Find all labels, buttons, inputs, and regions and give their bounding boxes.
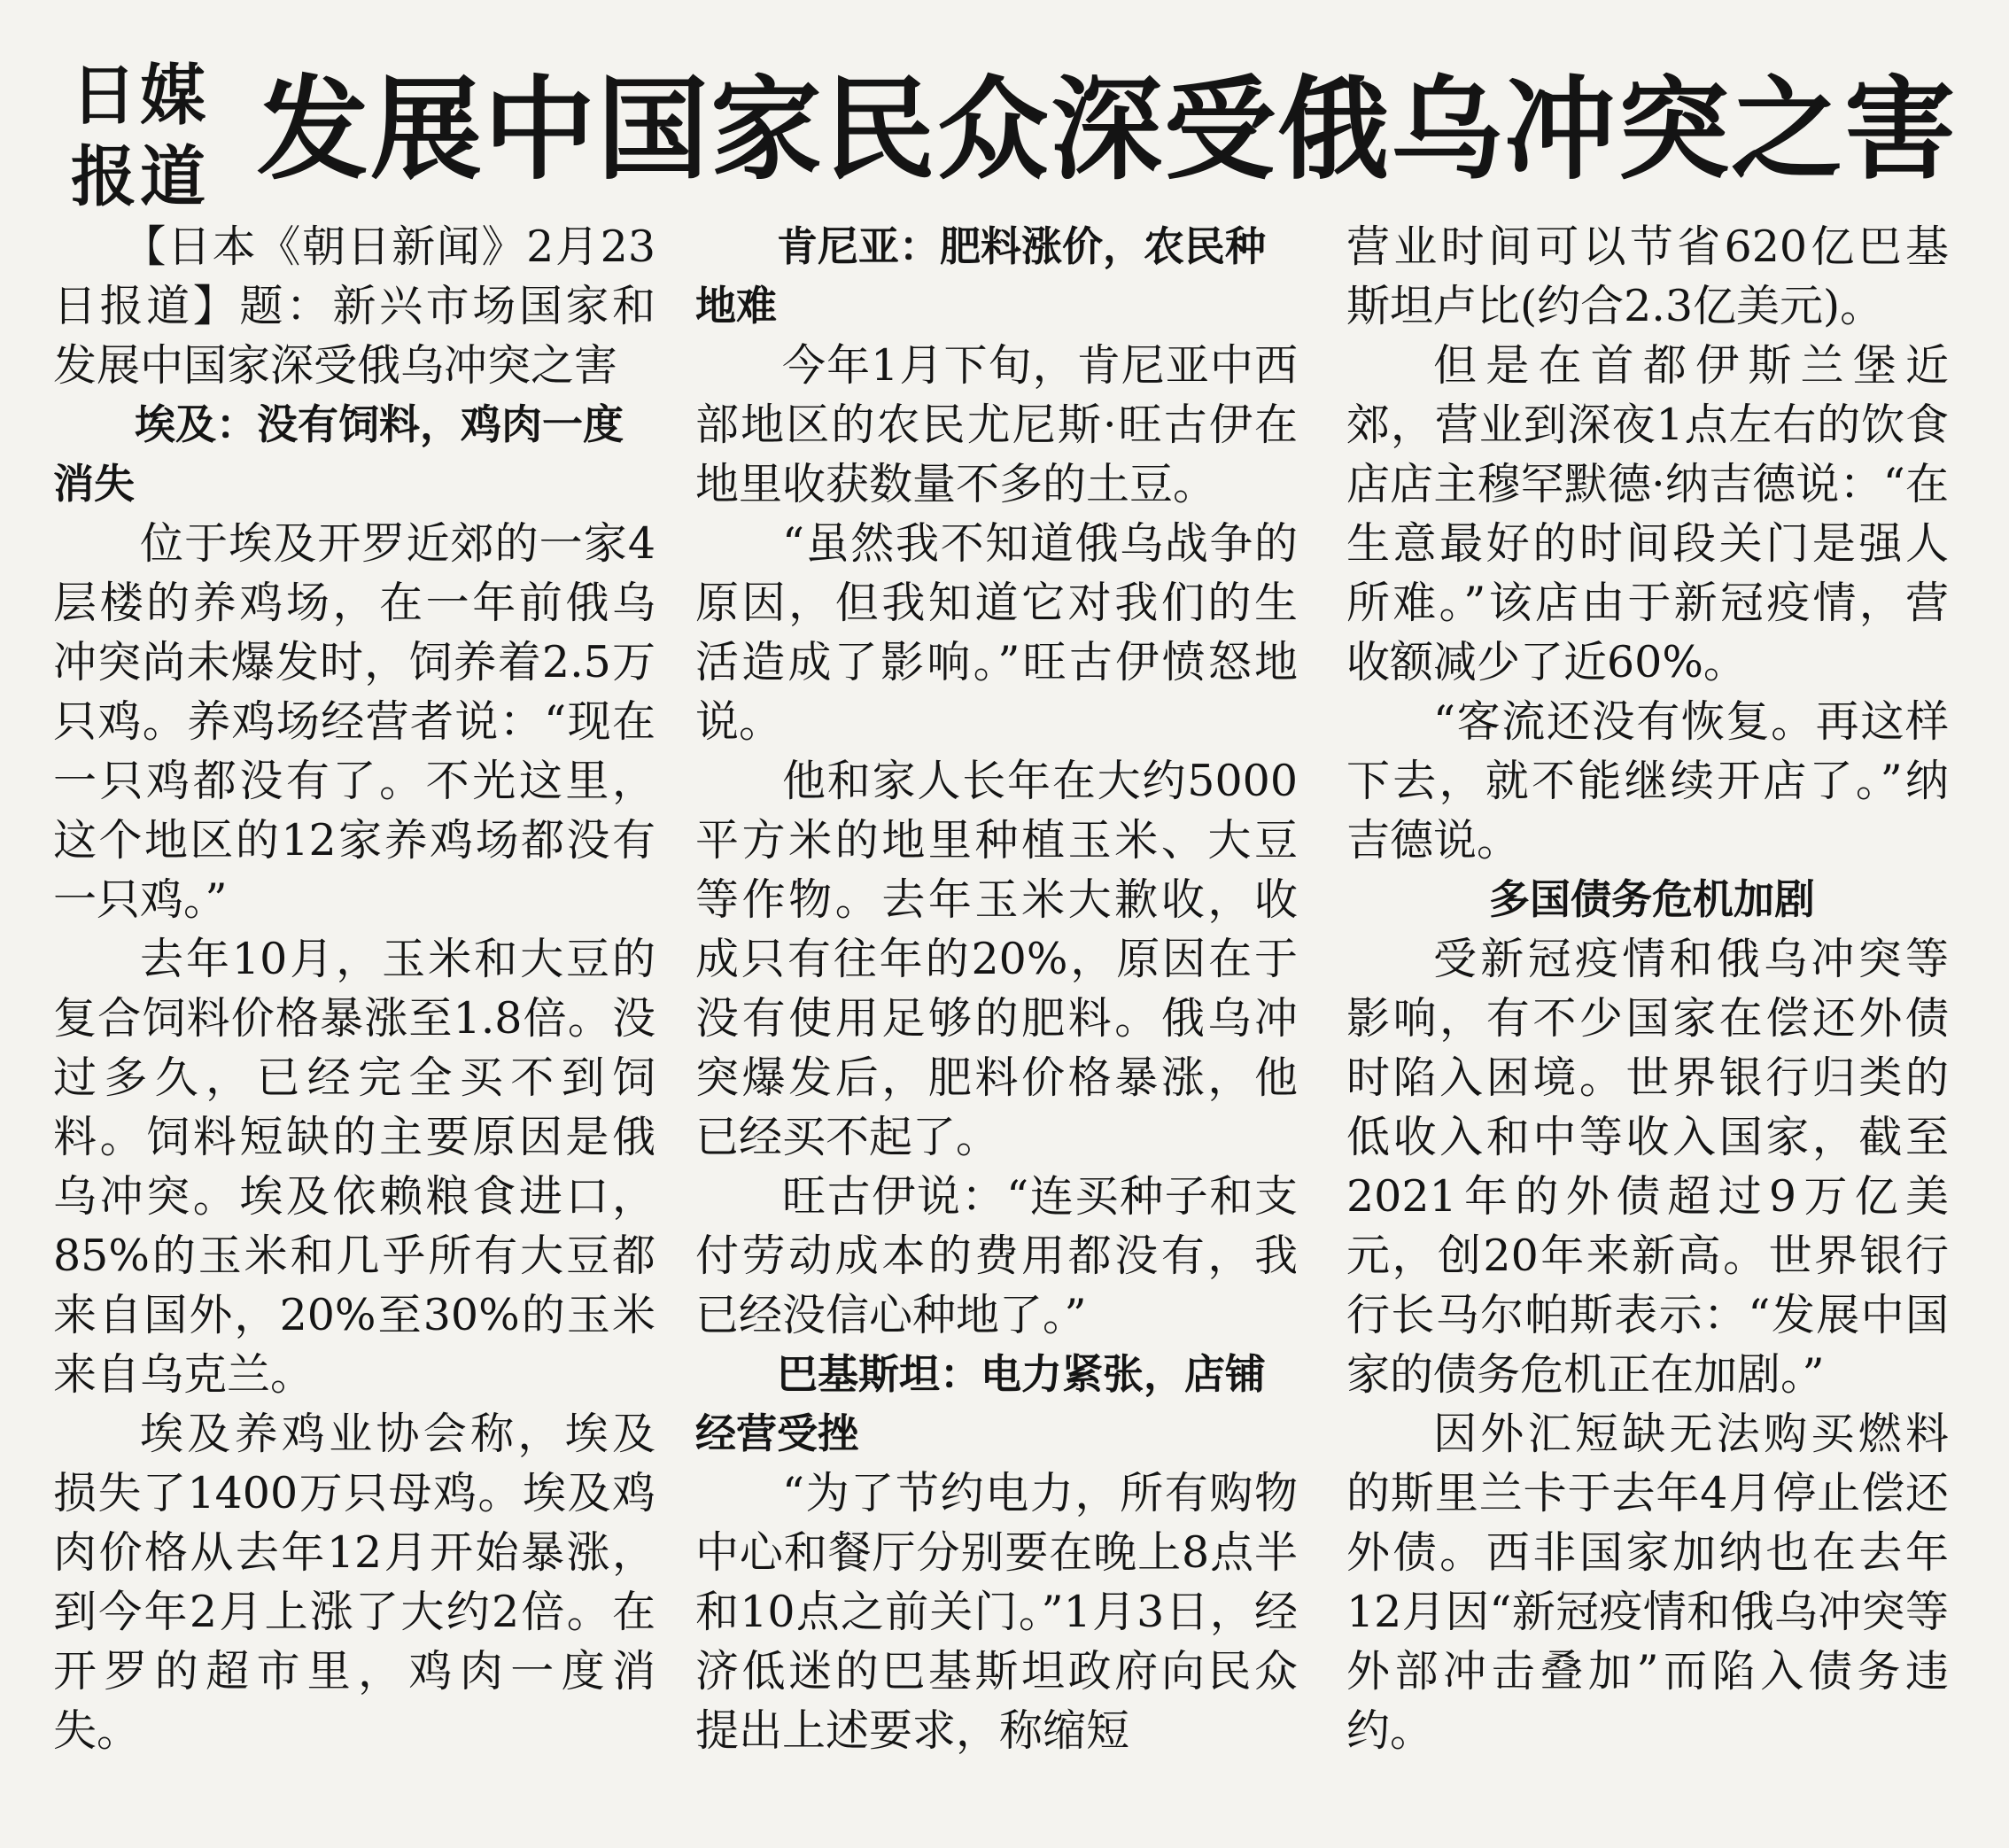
paragraph: 因外汇短缺无法购买燃料的斯里兰卡于去年4月停止偿还外债。西非国家加纳也在去年12月因“新冠疫情和俄乌冲突等外部冲击叠加”而陷入债务违约。: [1346, 1409, 1949, 1756]
article-column-3: [1346, 217, 1949, 1829]
paragraph: “客流还没有恢复。再这样下去，就不能继续开店了。”纳吉德说。: [1346, 696, 1949, 866]
kicker: 日媒 报道: [71, 58, 209, 215]
paragraph: 去年10月，玉米和大豆的复合饲料价格暴涨至1.8倍。没过多久，已经完全买不到饲料。饲料短缺的主要原因是俄乌冲突。埃及依赖粮食进口，85%的玉米和几乎所有大豆都来自国外，20%至30%的玉米来自乌克兰。: [53, 934, 655, 1400]
dateline: 【日本《朝日新闻》2月23日报道】题：新兴市场国家和发展中国家深受俄乌冲突之害: [53, 221, 655, 391]
subhead-kenya: 肯尼亚：肥料涨价，农民种地难: [695, 222, 1266, 330]
paragraph: 埃及养鸡业协会称，埃及损失了1400万只母鸡。埃及鸡肉价格从去年12月开始暴涨，到今年2月上涨了大约2倍。在开罗的超市里，鸡肉一度消失。: [53, 1409, 655, 1756]
article-column-2: [695, 217, 1298, 1829]
paragraph: 今年1月下旬，肯尼亚中西部地区的农民尤尼斯·旺古伊在地里收获数量不多的土豆。: [695, 340, 1298, 509]
headline: 发展中国家民众深受俄乌冲突之害: [257, 65, 1958, 195]
paragraph: 位于埃及开罗近郊的一家4层楼的养鸡场，在一年前俄乌冲突尚未爆发时，饲养着2.5万只鸡。养鸡场经营者说：“现在一只鸡都没有了。不光这里，这个地区的12家养鸡场都没有一只鸡。”: [53, 518, 655, 925]
paragraph-continued: 营业时间可以节省620亿巴基斯坦卢比(约合2.3亿美元)。: [1346, 221, 1949, 331]
paragraph: “虽然我不知道俄乌战争的原因，但我知道它对我们的生活造成了影响。”旺古伊愤怒地说。: [695, 518, 1298, 747]
subhead-egypt: 埃及：没有饲料，鸡肉一度消失: [53, 400, 624, 508]
subhead-pakistan: 巴基斯坦：电力紧张，店铺经营受挫: [695, 1350, 1266, 1457]
article-column-1: [53, 217, 655, 1829]
paragraph: 他和家人长年在大约5000平方米的地里种植玉米、大豆等作物。去年玉米大歉收，收成只有往年的20%，原因在于没有使用足够的肥料。俄乌冲突爆发后，肥料价格暴涨，他已经买不起了。: [695, 756, 1298, 1162]
subhead-debt-crisis: 多国债务危机加剧: [1489, 875, 1815, 923]
paragraph: 受新冠疫情和俄乌冲突等影响，有不少国家在偿还外债时陷入困境。世界银行归类的低收入和中等收入国家，截至2021年的外债超过9万亿美元，创20年来新高。世界银行行长马尔帕斯表示：“发展中国家的债务危机正在加剧。”: [1346, 934, 1949, 1400]
paragraph: 旺古伊说：“连买种子和支付劳动成本的费用都没有，我已经没信心种地了。”: [695, 1171, 1298, 1340]
paragraph: 但是在首都伊斯兰堡近郊，营业到深夜1点左右的饮食店店主穆罕默德·纳吉德说：“在生意最好的时间段关门是强人所难。”该店由于新冠疫情，营收额减少了近60%。: [1346, 340, 1949, 687]
paragraph: “为了节约电力，所有购物中心和餐厅分别要在晚上8点半和10点之前关门。”1月3日，经济低迷的巴基斯坦政府向民众提出上述要求，称缩短: [695, 1468, 1298, 1756]
